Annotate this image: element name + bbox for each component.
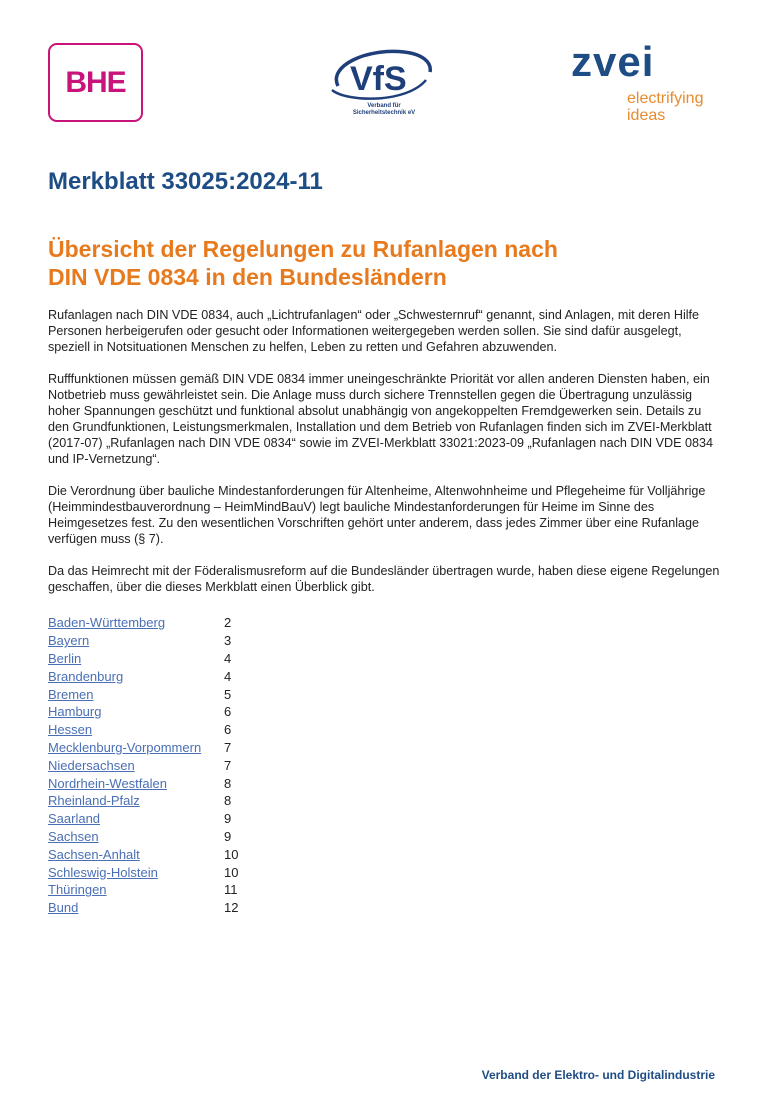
zvei-logo-text: zvei <box>571 38 655 85</box>
toc-link-bremen[interactable]: Bremen <box>48 686 94 702</box>
intro-text <box>48 307 720 611</box>
bhe-logo <box>48 43 143 122</box>
footer-organization: Verband der Elektro- und Digitalindustrie <box>481 1068 715 1082</box>
toc-link-thueringen[interactable]: Thüringen <box>48 882 107 898</box>
toc-row-bremen <box>48 685 308 703</box>
toc-link-baden-wuerttemberg[interactable]: Baden-Württemberg <box>48 615 166 631</box>
zvei-tagline-line1: electrifying <box>627 90 704 107</box>
toc-row-schleswig-holstein <box>48 863 308 881</box>
table-of-contents <box>48 614 308 917</box>
toc-page-number: 12 <box>224 900 239 916</box>
paragraph-ruffunktionen: Rufffunktionen müssen gemäß DIN VDE 0834 immer uneingeschränkte Priorität vor allen anderen Diensten haben, ein Notbetrieb muss gewährleistet sein. Die Anlage muss durch sichere Trennstellen gegen die Übertragung unzulässig hoher Spannungen geschützt und funktional absolut unabhängig von angekoppelten Fremdgewerken sein. Details zu den Grundfunktionen, Leistungsmerkmalen, Installation und dem Betrieb von Rufanlagen finden sich im ZVEI-Merkblatt (2017-07) „Rufanlagen nach DIN VDE 0834“ sowie im ZVEI-Merkblatt 33021:2023-09 „Rufanlagen nach DIN VDE 0834 und IP-Vernetzung“. <box>48 372 714 466</box>
toc-link-sachsen-anhalt[interactable]: Sachsen-Anhalt <box>48 846 140 862</box>
toc-row-hessen <box>48 721 308 739</box>
toc-row-thueringen <box>48 881 308 899</box>
toc-page-number: 8 <box>224 793 232 809</box>
toc-row-saarland <box>48 810 308 828</box>
toc-row-berlin <box>48 650 308 668</box>
toc-page-number: 7 <box>224 757 232 773</box>
toc-link-schleswig-holstein[interactable]: Schleswig-Holstein <box>48 864 158 880</box>
toc-link-bund[interactable]: Bund <box>48 900 79 916</box>
toc-page-number: 10 <box>224 846 239 862</box>
paragraph-heimrecht: Da das Heimrecht mit der Föderalismusreform auf die Bundesländer übertragen wurde, haben diese eigene Regelungen geschaffen, über die dieses Merkblatt einen Überblick gibt. <box>48 564 720 594</box>
page-title-line2: DIN VDE 0834 in den Bundesländern <box>48 264 447 290</box>
toc-link-bayern[interactable]: Bayern <box>48 633 90 649</box>
toc-row-sachsen-anhalt <box>48 845 308 863</box>
toc-page-number: 6 <box>224 704 232 720</box>
toc-link-saarland[interactable]: Saarland <box>48 811 101 827</box>
toc-page-number: 5 <box>224 686 232 702</box>
toc-row-nordrhein-westfalen <box>48 774 308 792</box>
toc-row-brandenburg <box>48 667 308 685</box>
paragraph-verordnung: Die Verordnung über bauliche Mindestanforderungen für Altenheime, Altenwohnheime und Pflegeheime für Volljährige (Heimmindestbauverordnung – HeimMindBauV) legt bauliche Mindestanforderungen für Heime im Sinne des Heimgesetzes fest. Zu den wesentlichen Vorschriften gehört unter anderem, dass jedes Zimmer über eine Rufanlage verfügen muss (§ 7). <box>48 484 706 546</box>
toc-row-bayern <box>48 632 308 650</box>
vfs-subtitle-line2: Sicherheitstechnik eV <box>352 110 416 116</box>
toc-page-number: 11 <box>224 882 238 898</box>
zvei-tagline <box>627 90 703 124</box>
paragraph-intro: Rufanlagen nach DIN VDE 0834, auch „Lichtrufanlagen“ oder „Schwesternruf“ genannt, sind Anlagen, mit deren Hilfe Personen herbeigerufen oder gesucht oder Informationen weitergegeben werden sollen. Sie sind dafür ausgelegt, speziell in Notsituationen Menschen zu helfen, Leben zu retten und Gefahren abzuwenden. <box>48 308 700 354</box>
toc-row-bund <box>48 899 308 917</box>
vfs-logo-text: VfS <box>350 60 407 98</box>
toc-page-number: 7 <box>224 739 232 755</box>
document-id: Merkblatt 33025:2024-11 <box>48 168 323 195</box>
bhe-logo-text: BHE <box>65 65 126 99</box>
toc-row-mecklenburg-vorpommern <box>48 739 308 757</box>
toc-link-hamburg[interactable]: Hamburg <box>48 704 102 720</box>
toc-link-mecklenburg-vorpommern[interactable]: Mecklenburg-Vorpommern <box>48 739 202 755</box>
vfs-logo <box>326 46 436 124</box>
page-title <box>48 235 558 291</box>
page-title-line1: Übersicht der Regelungen zu Rufanlagen nach <box>48 236 558 262</box>
toc-link-hessen[interactable]: Hessen <box>48 722 93 738</box>
toc-link-brandenburg[interactable]: Brandenburg <box>48 668 124 684</box>
toc-page-number: 6 <box>224 722 232 738</box>
toc-page-number: 9 <box>224 811 232 827</box>
zvei-tagline-line2: ideas <box>627 107 666 124</box>
toc-page-number: 8 <box>224 775 232 791</box>
toc-page-number: 9 <box>224 828 232 844</box>
toc-row-niedersachsen <box>48 756 308 774</box>
toc-link-nordrhein-westfalen[interactable]: Nordrhein-Westfalen <box>48 775 167 791</box>
vfs-subtitle-line1: Verband für <box>367 103 401 109</box>
toc-row-baden-wuerttemberg <box>48 614 308 632</box>
toc-row-hamburg <box>48 703 308 721</box>
vfs-logo-mark <box>326 46 436 104</box>
toc-page-number: 10 <box>224 864 239 880</box>
toc-page-number: 3 <box>224 633 232 649</box>
toc-page-number: 4 <box>224 668 232 684</box>
vfs-logo-subtitle <box>334 103 434 117</box>
toc-page-number: 2 <box>224 615 232 631</box>
toc-link-rheinland-pfalz[interactable]: Rheinland-Pfalz <box>48 793 140 809</box>
zvei-logo <box>571 38 731 129</box>
toc-link-sachsen[interactable]: Sachsen <box>48 828 99 844</box>
toc-row-sachsen <box>48 828 308 846</box>
toc-row-rheinland-pfalz <box>48 792 308 810</box>
toc-page-number: 4 <box>224 650 232 666</box>
toc-link-niedersachsen[interactable]: Niedersachsen <box>48 757 135 773</box>
toc-link-berlin[interactable]: Berlin <box>48 650 82 666</box>
